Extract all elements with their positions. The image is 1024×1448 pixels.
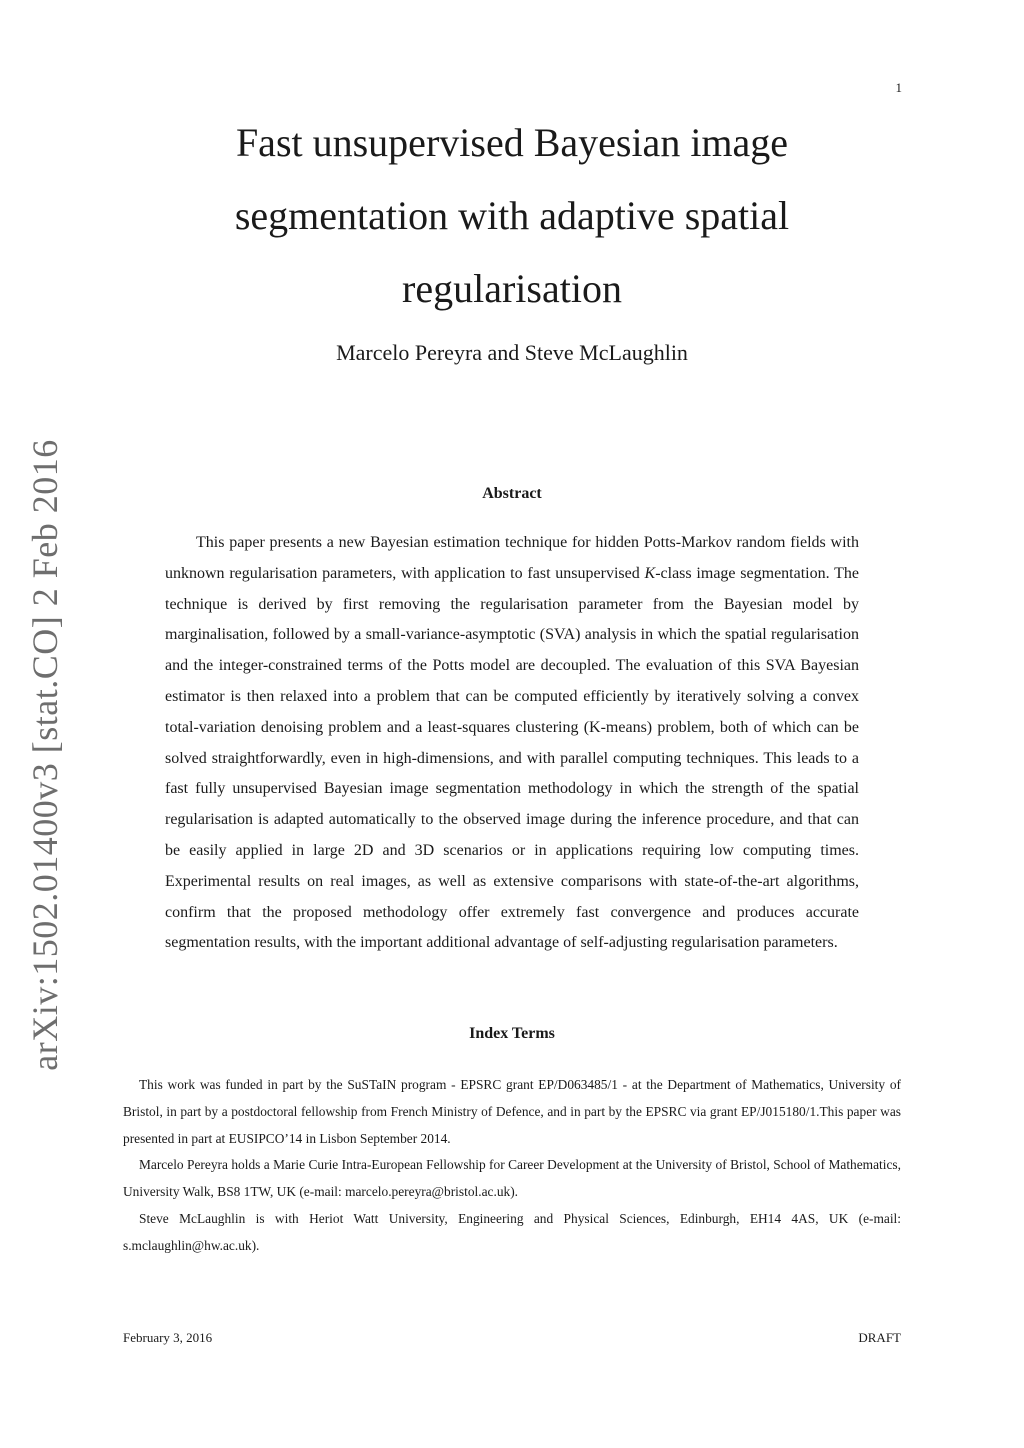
funding-footnote: This work was funded in part by the SuSTaIN program - EPSRC grant EP/D063485/1 - at the Department of Mathematics, University of Bristol, in part by a postdoctoral fellowship from French Ministry of Defence, and in part by the EPSRC via grant EP/J015180/1.This paper was presented in part at EUSIPCO’14 in Lisbon September 2014.: [123, 1077, 901, 1146]
paper-title: [150, 106, 874, 325]
footer-status: DRAFT: [858, 1330, 901, 1345]
arxiv-stamp[interactable]: arXiv:1502.01400v3 [stat.CO] 2 Feb 2016: [25, 439, 65, 1071]
title-line: segmentation with adaptive spatial: [234, 193, 790, 238]
author-affiliation-footnote: Marcelo Pereyra holds a Marie Curie Intra-European Fellowship for Career Development at the University of Bristol, School of Mathematics, University Walk, BS8 1TW, UK (e-mail: marcelo.pereyra@bristol.ac.uk).: [123, 1157, 901, 1200]
index-terms-heading: Index Terms: [469, 1025, 555, 1042]
title-line: Fast unsupervised Bayesian image: [235, 120, 789, 165]
author-affiliation-footnote: Steve McLaughlin is with Heriot Watt University, Engineering and Physical Sciences, Edinburgh, EH14 4AS, UK (e-mail: s.mclaughlin@hw.ac.uk).: [123, 1210, 901, 1253]
math-symbol: K: [644, 564, 656, 582]
title-line: regularisation: [402, 266, 622, 311]
page-number: 1: [895, 80, 902, 95]
footnotes: [123, 1072, 901, 1260]
abstract-text-part: -class image segmentation. The technique is derived by first removing the regularisation parameter from the Bayesian model by marginalisation, followed by a small-variance-asymptotic (SVA) analysis in which the spatial regularisation and the integer-constrained terms of the Potts model are decoupled. The evaluation of this SVA Bayesian estimator is then relaxed into a problem that can be computed efficiently by iteratively solving a convex total-variation denoising problem and a least-squares clustering (K-means) problem, both of which can be solved straightforwardly, even in high-dimensions, and with parallel computing techniques. This leads to a fast fully unsupervised Bayesian image segmentation methodology in which the strength of the spatial regularisation is adapted automatically to the observed image during the inference procedure, and that can be easily applied in large 2D and 3D scenarios or in applications requiring low computing times. Experimental results on real images, as well as extensive comparisons with state-of-the-art algorithms, confirm that the proposed methodology offer extremely fast convergence and produces accurate segmentation results, with the important additional advantage of self-adjusting regularisation parameters.: [165, 564, 859, 952]
abstract-heading: Abstract: [482, 485, 542, 502]
abstract-text-part: This paper presents a new Bayesian estimation technique for hidden Potts-Markov random fields with unknown regularisation parameters, with application to fast unsupervised: [165, 534, 859, 582]
authors: Marcelo Pereyra and Steve McLaughlin: [336, 340, 688, 365]
abstract-body: [165, 528, 859, 959]
footer-date: February 3, 2016: [123, 1330, 213, 1345]
